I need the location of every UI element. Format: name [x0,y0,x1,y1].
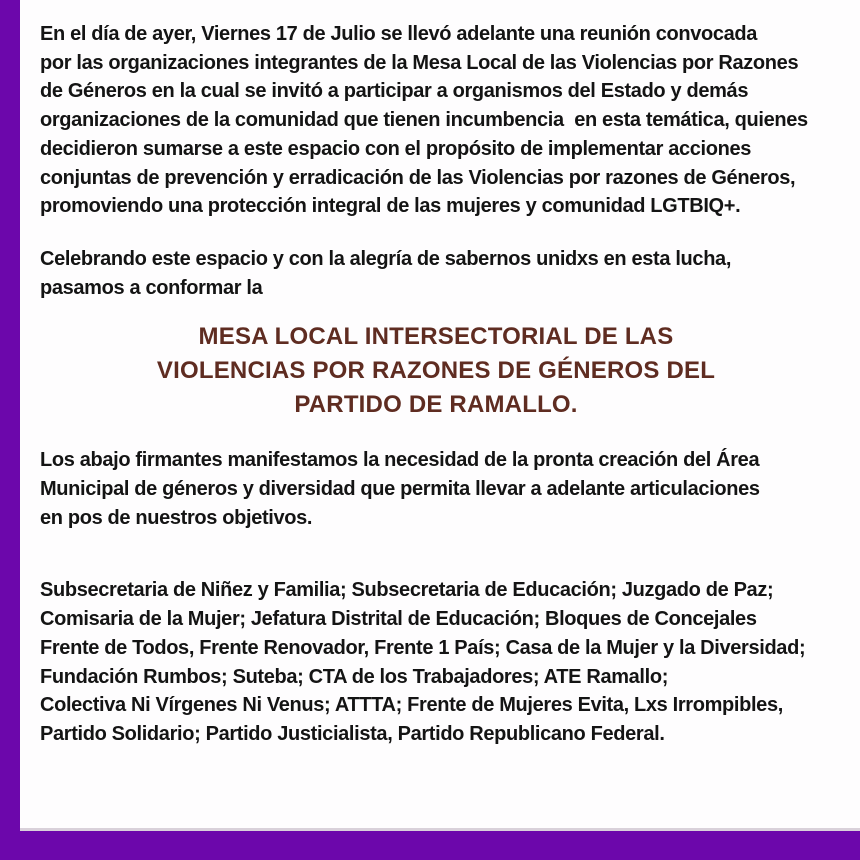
text-line: en pos de nuestros objetivos. [40,506,313,529]
celebration-paragraph [40,245,856,302]
intro-paragraph [40,20,856,221]
text-line: Frente de Todos, Frente Renovador, Frente 1 País; Casa de la Mujer y la Diversidad; [40,636,806,659]
text-line: Comisaria de la Mujer; Jefatura Distrital de Educación; Bloques de Concejales [40,608,757,631]
text-line: promoviendo una protección integral de las mujeres y comunidad LGTBIQ+. [40,195,741,218]
text-line: Celebrando este espacio y con la alegría de sabernos unidxs en esta lucha, [40,247,732,270]
petition-paragraph [40,446,856,532]
main-heading [40,320,832,422]
heading-line: PARTIDO DE RAMALLO. [294,391,578,419]
text-line: Los abajo firmantes manifestamos la necesidad de la pronta creación del Área [40,449,760,472]
heading-line: MESA LOCAL INTERSECTORIAL DE LAS [198,323,674,351]
text-line: Municipal de géneros y diversidad que permita llevar a adelante articulaciones [40,478,760,501]
document-page [20,0,860,831]
text-line: organizaciones de la comunidad que tienen incumbencia en esta temática, quienes [40,109,808,132]
text-line: En el día de ayer, Viernes 17 de Julio se llevó adelante una reunión convocada [40,23,758,45]
text-line: Fundación Rumbos; Suteba; CTA de los Trabajadores; ATE Ramallo; [40,665,669,688]
text-line: decidieron sumarse a este espacio con el propósito de implementar acciones [40,137,752,160]
text-line: pasamos a conformar la [40,276,263,299]
signatories-paragraph [40,576,856,748]
text-line: conjuntas de prevención y erradicación de las Violencias por razones de Géneros, [40,166,796,189]
text-line: de Géneros en la cual se invitó a participar a organismos del Estado y demás [40,80,749,103]
text-line: Colectiva Ni Vírgenes Ni Venus; ATTTA; Frente de Mujeres Evita, Lxs Irrompibles, [40,694,783,717]
heading-line: VIOLENCIAS POR RAZONES DE GÉNEROS DEL [156,357,716,385]
text-line: Partido Solidario; Partido Justicialista, Partido Republicano Federal. [40,722,665,745]
text-line: Subsecretaria de Niñez y Familia; Subsecretaria de Educación; Juzgado de Paz; [40,579,774,602]
text-line: por las organizaciones integrantes de la Mesa Local de las Violencias por Razones [40,51,799,74]
